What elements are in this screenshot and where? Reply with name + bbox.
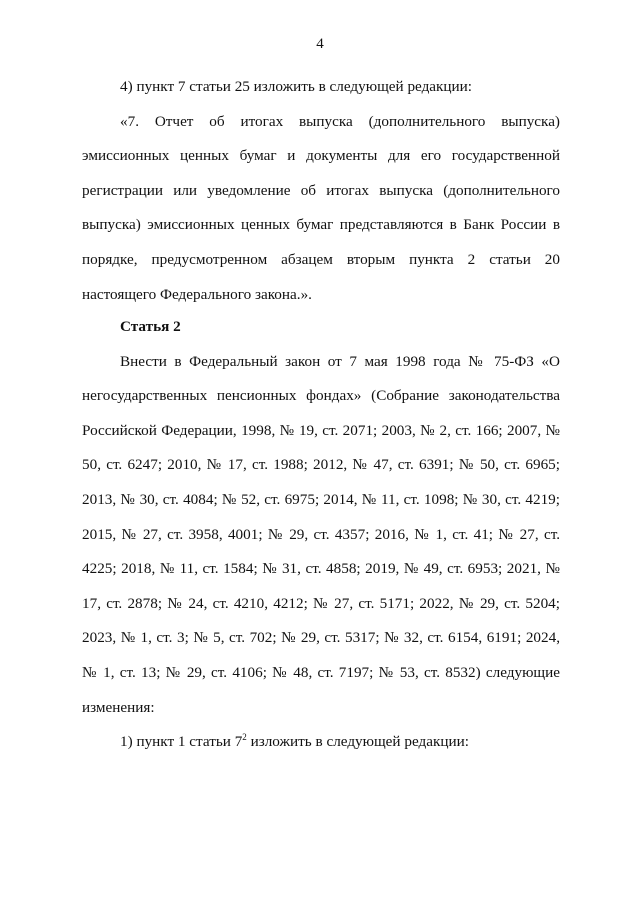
- page-number: 4: [316, 36, 324, 52]
- article2-item1-suffix: изложить в следующей редакции:: [246, 733, 469, 751]
- article2-item1-prefix: 1) пункт 1 статьи 7: [120, 733, 243, 751]
- item4-quote: «7. Отчет об итогах выпуска (дополнительного выпуска) эмиссионных ценных бумаг и документы для его государственной регистрации или уведомление об итогах выпуска (дополнительного выпуска) эмиссионных ценных бумаг представляются в Банк России в порядке, предусмотренном абзацем вторым пункта 2 статьи 20 настоящего Федерального закона.».: [82, 112, 560, 303]
- item4-intro: 4) пункт 7 статьи 25 изложить в следующей редакции:: [120, 78, 473, 95]
- article2-body: Внести в Федеральный закон от 7 мая 1998 года № 75-ФЗ «О негосударственных пенсионных фондах» (Собрание законодательства Российской Федерации, 1998, № 19, ст. 2071; 2003, № 2, ст. 166; 2007, № 50, ст. 6247; 2010, № 17, ст. 1988; 2012, № 47, ст. 6391; № 50, ст. 6965; 2013, № 30, ст. 4084; № 52, ст. 6975; 2014, № 11, ст. 1098; № 30, ст. 4219; 2015, № 27, ст. 3958, 4001; № 29, ст. 4357; 2016, № 1, ст. 41; № 27, ст. 4225; 2018, № 11, ст. 1584; № 31, ст. 4858; 2019, № 49, ст. 6953; 2021, № 17, ст. 2878; № 24, ст. 4210, 4212; № 27, ст. 5171; 2022, № 29, ст. 5204; 2023, № 1, ст. 3; № 5, ст. 702; № 29, ст. 5317; № 32, ст. 6154, 6191; 2024, № 1, ст. 13; № 29, ст. 4106; № 48, ст. 7197; № 53, ст. 8532) следующие изменения:: [82, 352, 560, 716]
- article2-item1-superscript: 2: [242, 732, 247, 743]
- article2-item1: [82, 725, 560, 760]
- article2-heading: Статья 2: [120, 318, 181, 335]
- item4-section: [82, 70, 560, 312]
- article2-section: [82, 310, 560, 760]
